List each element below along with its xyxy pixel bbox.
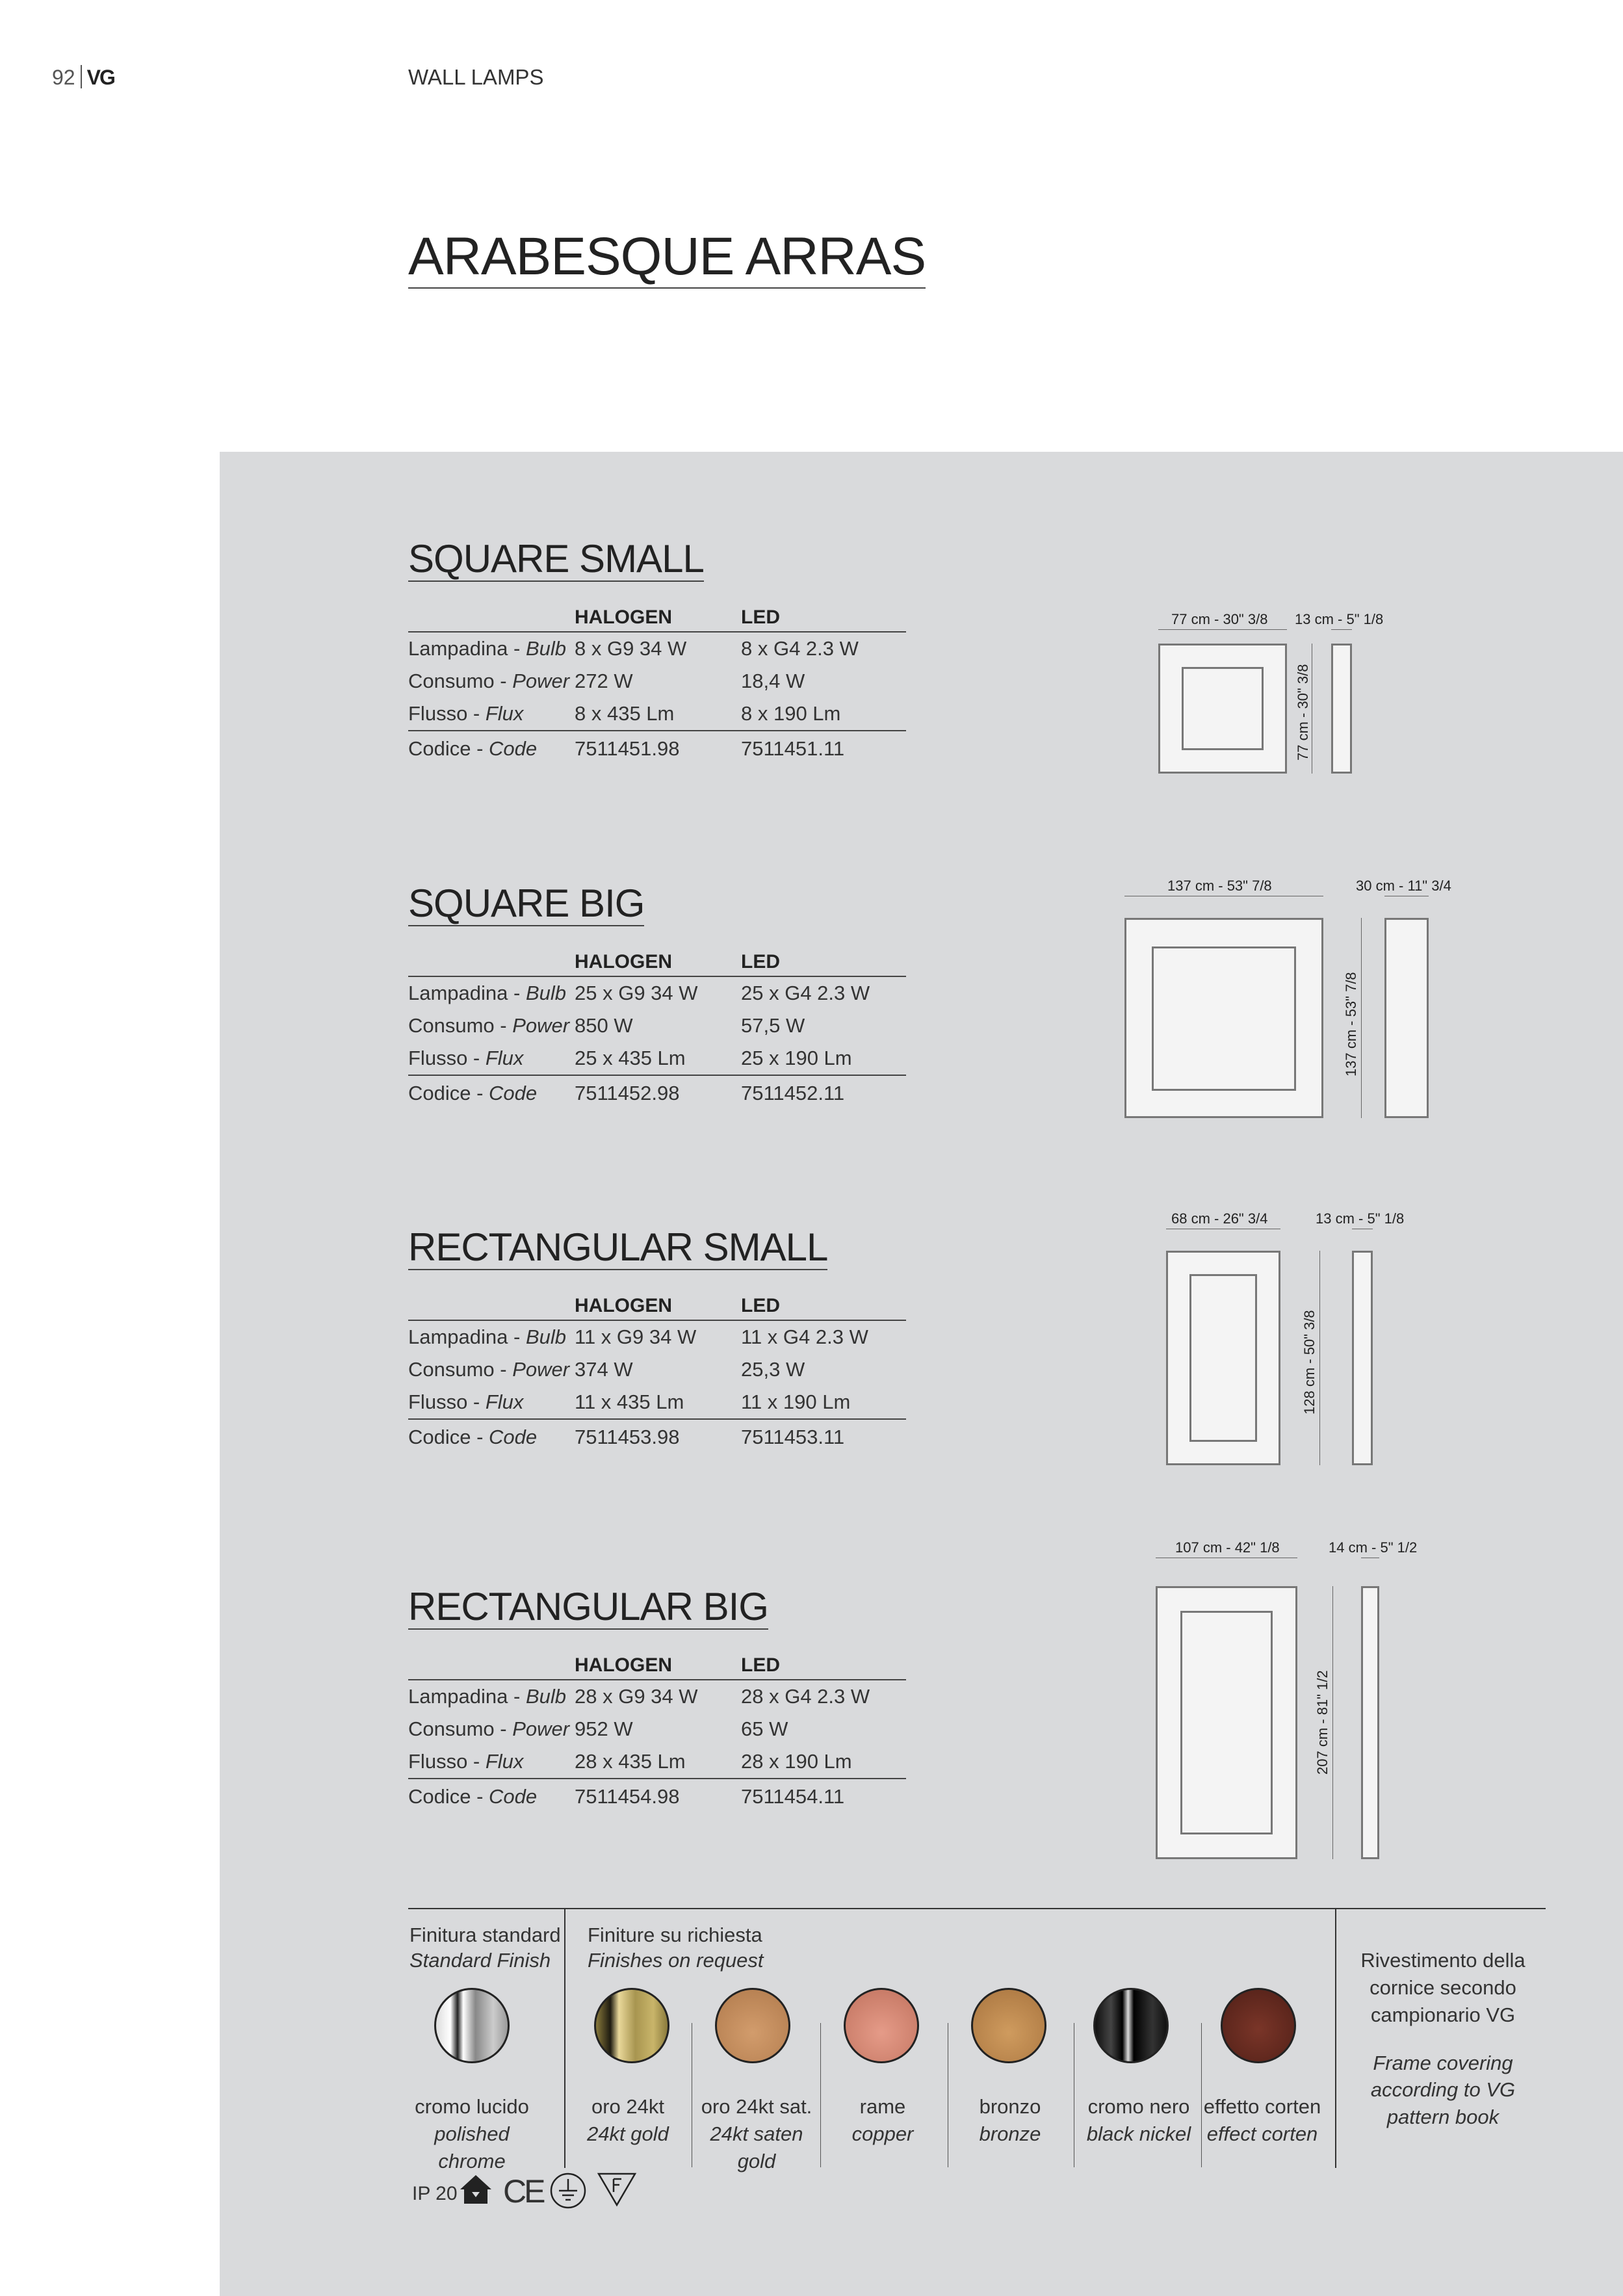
label-en: Finishes on request: [588, 1948, 764, 1972]
halogen-flux: 28 x 435 Lm: [575, 1750, 686, 1773]
spec-table: [408, 1653, 906, 1814]
depth-dimension: 13 cm - 5" 1/8: [1316, 1210, 1405, 1227]
depth-dimension: 13 cm - 5" 1/8: [1295, 611, 1384, 627]
label-it: Flusso -: [408, 1047, 486, 1069]
page-title: ARABESQUE ARRAS: [408, 229, 926, 289]
depth-dimension: 14 cm - 5" 1/2: [1329, 1539, 1418, 1556]
height-dimension: 77 cm - 30" 3/8: [1295, 664, 1311, 761]
led-header: LED: [741, 1295, 780, 1316]
spec-header: [408, 950, 906, 977]
spec-row-code: [408, 1418, 906, 1455]
led-bulb: 11 x G4 2.3 W: [741, 1325, 868, 1348]
product-title: RECTANGULAR BIG: [408, 1585, 768, 1628]
label-it: Finiture su richiesta: [588, 1924, 762, 1946]
swatch-bronze: [971, 1988, 1046, 2063]
led-flux: 11 x 190 Lm: [741, 1390, 851, 1413]
finish-name: [818, 2093, 948, 2148]
label-it: Consumo -: [408, 1014, 513, 1037]
halogen-flux: 8 x 435 Lm: [575, 702, 675, 725]
spec-row-power: [408, 1010, 906, 1042]
halogen-power: 272 W: [575, 670, 633, 692]
label-en: Power: [512, 1014, 570, 1037]
label-en: Power: [512, 1717, 570, 1740]
label-en: Code: [489, 1426, 538, 1448]
spec-row-power: [408, 1713, 906, 1745]
label-en: Standard Finish: [409, 1948, 551, 1972]
led-header: LED: [741, 1654, 780, 1676]
led-flux: 25 x 190 Lm: [741, 1047, 852, 1069]
halogen-flux: 11 x 435 Lm: [575, 1390, 684, 1413]
product-rectangular-big: [408, 1586, 906, 1814]
finish-name: [1197, 2093, 1327, 2148]
swatch-24kt-gold: [594, 1988, 669, 2063]
divider: [1335, 1908, 1336, 2168]
label-it: Consumo -: [408, 1358, 513, 1381]
finish-name-it: rame: [859, 2095, 906, 2118]
product-title: RECTANGULAR SMALL: [408, 1225, 828, 1269]
finish-name-it: oro 24kt sat.: [701, 2095, 812, 2118]
brand-logo: VG: [86, 66, 114, 89]
led-power: 65 W: [741, 1717, 788, 1740]
spec-row-code: [408, 1778, 906, 1814]
finish-name: [945, 2093, 1075, 2148]
ce-mark-icon: CE: [503, 2173, 543, 2210]
finish-name: [407, 2093, 537, 2175]
label-it: Consumo -: [408, 1717, 513, 1740]
label-it: Flusso -: [408, 1390, 486, 1413]
led-bulb: 28 x G4 2.3 W: [741, 1685, 870, 1708]
halogen-header: HALOGEN: [575, 1654, 672, 1676]
lamp-side-view: [1384, 918, 1429, 1118]
finish-name-en: bronze: [979, 2122, 1041, 2145]
label-en: Power: [512, 670, 570, 692]
label-it: Codice -: [408, 1426, 489, 1448]
swatch-24kt-saten-gold: [715, 1988, 790, 2063]
product-title: SQUARE SMALL: [408, 537, 704, 581]
spec-row-flux: [408, 1042, 906, 1075]
ip-rating: IP 20: [412, 2183, 458, 2204]
label-it: Consumo -: [408, 670, 513, 692]
spec-row-power: [408, 1353, 906, 1386]
product-square-small: [408, 538, 906, 766]
halogen-bulb: 11 x G9 34 W: [575, 1325, 697, 1348]
label-en: Flux: [485, 1390, 524, 1413]
lamp-side-view: [1352, 1251, 1373, 1465]
label-en: Flux: [485, 1047, 524, 1069]
lamp-inner-panel: [1152, 946, 1296, 1091]
label-en: Code: [489, 1082, 538, 1104]
label-en: Bulb: [525, 1685, 566, 1708]
halogen-header: HALOGEN: [575, 1295, 672, 1316]
finish-name-it: oro 24kt: [591, 2095, 664, 2118]
label-en: Flux: [485, 702, 524, 725]
spec-table: [408, 605, 906, 766]
spec-header: [408, 1653, 906, 1680]
label-it: Flusso -: [408, 702, 486, 725]
spec-table: [408, 950, 906, 1111]
spec-header: [408, 605, 906, 633]
lamp-inner-panel: [1180, 1611, 1273, 1834]
halogen-header: HALOGEN: [575, 607, 672, 628]
label-en: Code: [489, 737, 538, 760]
spec-row-flux: [408, 1386, 906, 1418]
width-dimension: 68 cm - 26" 3/4: [1171, 1210, 1268, 1227]
width-dimension: 107 cm - 42" 1/8: [1175, 1539, 1280, 1556]
frame-note-it: Rivestimento della cornice secondo campionario VG: [1360, 1949, 1526, 2026]
spec-header: [408, 1294, 906, 1321]
swatch-polished-chrome: [434, 1988, 510, 2063]
finish-name: [692, 2093, 822, 2175]
finish-name-en: polished chrome: [434, 2122, 510, 2172]
spec-table: [408, 1294, 906, 1455]
label-it: Codice -: [408, 1082, 489, 1104]
lamp-side-view: [1331, 644, 1352, 774]
finish-name-en: 24kt gold: [587, 2122, 669, 2145]
label-en: Bulb: [525, 982, 566, 1004]
finish-name-en: copper: [851, 2122, 914, 2145]
dimension-line: [1332, 1586, 1333, 1859]
height-dimension: 207 cm - 81" 1/2: [1314, 1670, 1331, 1775]
page-number-value: 92: [52, 66, 75, 89]
label-it: Lampadina -: [408, 982, 526, 1004]
indoor-house-icon: [458, 2171, 494, 2213]
swatch-copper: [844, 1988, 919, 2063]
led-bulb: 25 x G4 2.3 W: [741, 982, 870, 1004]
f-mark-icon: [597, 2171, 637, 2213]
lamp-inner-panel: [1189, 1274, 1257, 1442]
label-en: Bulb: [525, 1325, 566, 1348]
request-finish-label: [588, 1923, 764, 1974]
dimension-line: [1319, 1251, 1320, 1465]
finish-name: [563, 2093, 693, 2148]
led-flux: 28 x 190 Lm: [741, 1750, 852, 1773]
led-power: 57,5 W: [741, 1014, 805, 1037]
halogen-bulb: 25 x G9 34 W: [575, 982, 698, 1004]
swatch-black-nickel: [1093, 1988, 1169, 2063]
depth-dimension: 30 cm - 11" 3/4: [1356, 878, 1451, 894]
finish-name-it: effetto corten: [1203, 2095, 1321, 2118]
halogen-power: 850 W: [575, 1014, 633, 1037]
halogen-flux: 25 x 435 Lm: [575, 1047, 686, 1069]
product-rectangular-small: [408, 1227, 906, 1455]
led-header: LED: [741, 951, 780, 972]
label-it: Codice -: [408, 1785, 489, 1808]
label-it: Lampadina -: [408, 1685, 526, 1708]
label-en: Code: [489, 1785, 538, 1808]
spec-row-bulb: [408, 977, 906, 1010]
spec-row-bulb: [408, 633, 906, 665]
finish-name-it: cromo nero: [1087, 2095, 1190, 2118]
width-dimension: 137 cm - 53" 7/8: [1167, 878, 1272, 894]
finish-name-it: bronzo: [979, 2095, 1041, 2118]
finish-name-en: 24kt saten gold: [710, 2122, 803, 2172]
halogen-power: 952 W: [575, 1717, 633, 1740]
halogen-code: 7511453.98: [575, 1426, 680, 1448]
width-dimension: 77 cm - 30" 3/8: [1171, 611, 1268, 627]
halogen-code: 7511454.98: [575, 1785, 680, 1808]
led-code: 7511453.11: [741, 1426, 845, 1448]
height-dimension: 128 cm - 50" 3/8: [1301, 1310, 1318, 1415]
dimension-line: [1331, 629, 1352, 630]
spec-row-flux: [408, 1745, 906, 1778]
led-header: LED: [741, 607, 780, 628]
section-title: WALL LAMPS: [408, 65, 544, 89]
finish-name-en: black nickel: [1086, 2122, 1191, 2145]
spec-row-power: [408, 665, 906, 698]
finishes-divider: [408, 1908, 1546, 1909]
label-it: Flusso -: [408, 1750, 486, 1773]
label-en: Flux: [485, 1750, 524, 1773]
spec-row-flux: [408, 698, 906, 730]
halogen-code: 7511451.98: [575, 737, 680, 760]
earth-ground-icon: [549, 2171, 588, 2215]
halogen-header: HALOGEN: [575, 951, 672, 972]
page-number: [52, 65, 114, 90]
label-it: Finitura standard: [409, 1924, 561, 1946]
halogen-power: 374 W: [575, 1358, 633, 1381]
halogen-bulb: 28 x G9 34 W: [575, 1685, 698, 1708]
led-code: 7511452.11: [741, 1082, 845, 1104]
dimension-line: [1361, 918, 1362, 1118]
label-en: Power: [512, 1358, 570, 1381]
spec-row-bulb: [408, 1321, 906, 1353]
halogen-code: 7511452.98: [575, 1082, 680, 1104]
finish-name: [1074, 2093, 1204, 2148]
product-title: SQUARE BIG: [408, 881, 645, 925]
height-dimension: 137 cm - 53" 7/8: [1343, 972, 1359, 1076]
led-power: 18,4 W: [741, 670, 805, 692]
spec-row-code: [408, 1075, 906, 1111]
led-code: 7511454.11: [741, 1785, 845, 1808]
label-it: Codice -: [408, 737, 489, 760]
lamp-inner-panel: [1182, 667, 1264, 750]
label-en: Bulb: [525, 637, 566, 660]
led-flux: 8 x 190 Lm: [741, 702, 841, 725]
finish-name-en: effect corten: [1206, 2122, 1318, 2145]
led-bulb: 8 x G4 2.3 W: [741, 637, 859, 660]
spec-row-code: [408, 730, 906, 766]
standard-finish-label: [409, 1923, 561, 1974]
halogen-bulb: 8 x G9 34 W: [575, 637, 687, 660]
spec-row-bulb: [408, 1680, 906, 1713]
dimension-line: [1158, 629, 1287, 630]
led-power: 25,3 W: [741, 1358, 805, 1381]
label-it: Lampadina -: [408, 1325, 526, 1348]
label-it: Lampadina -: [408, 637, 526, 660]
finish-name-it: cromo lucido: [415, 2095, 529, 2118]
frame-note-en: Frame covering according to VG pattern book: [1370, 2051, 1516, 2129]
swatch-effect-corten: [1221, 1988, 1296, 2063]
led-code: 7511451.11: [741, 737, 845, 760]
lamp-side-view: [1361, 1586, 1379, 1859]
frame-covering-note: [1339, 1947, 1547, 2131]
product-square-big: [408, 883, 906, 1111]
divider: [81, 65, 82, 88]
